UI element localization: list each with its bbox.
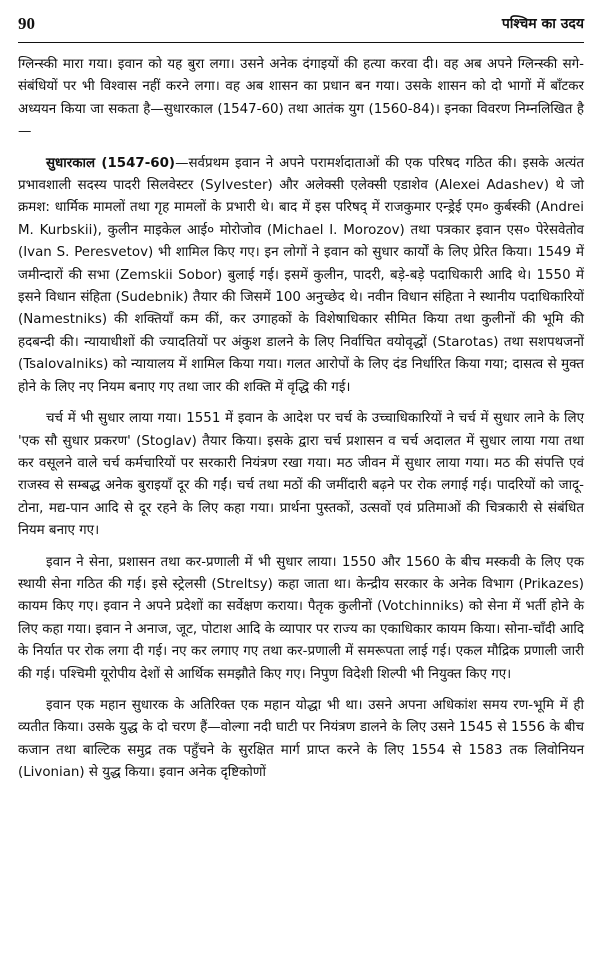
paragraph-4: इवान ने सेना, प्रशासन तथा कर-प्रणाली में भी सुधार लाया। 1550 और 1560 के बीच मस्कवी के लिए एक स्थायी सेना गठित की गई। इसे स्ट्रेलसी (Streltsy) कहा जाता था। केन्द्रीय सरकार के अनेक विभाग (Prikazes) कायम किए गए। इवान ने अपने प्रदेशों का सर्वेक्षण कराया। पैतृक कुलीनों (Votchinniks) को सेना में भर्ती होने के लिए कहा गया। इवान ने अनाज, जूट, पोटाश आदि के व्यापार पर राज्य का एकाधिकार कायम किया। सोना-चाँदी आदि के निर्यात पर रोक लगा दी गई। नए कर लगाए गए तथा कर-प्रणाली में समरूपता लाई गई। एकल मौद्रिक प्रणाली जारी की गई। पश्चिमी यूरोपीय देशों से आर्थिक समझौते किए गए। निपुण विदेशी शिल्पी भी नियुक्त किए गए। xyxy=(18,554,584,682)
paragraph-2-text: —सर्वप्रथम इवान ने अपने परामर्शदाताओं की एक परिषद गठित की। इसके अत्यंत प्रभावशाली सदस्य पादरी सिलवेस्टर (Sylvester) और अलेक्सी एलेक्सी एडाशेव (Alexei Adashev) थे जो क्रमश: धार्मिक मामलों तथा गृह मामलों के प्रभारी थे। बाद में इस परिषद् में राजकुमार एन्ड्रेई एम० कुर्बस्की (Andrei M. Kurbskii), कुलीन माइकेल आई० मोरोजोव (Michael I. Morozov) तथा पत्रकार इवान एस० पेरेसवेतोव (Ivan S. Peresvetov) भी शामिल किए गए। इन लोगों ने इवान को सुधार कार्यों के लिए प्रेरित किया। 1549 में जमीन्दारों की सभा (Zemskii Sobor) बुलाई गई। इसमें कुलीन, पादरी, बड़े-बड़े पदाधिकारी आदि थे। 1550 में इसने विधान संहिता (Sudebnik) तैयार की जिसमें 100 अनुच्छेद थे। नवीन विधान संहिता ने स्थानीय पदाधिकारियों (Namestniks) की शक्तियाँ कम कीं, कर उगाहकों के विशेषाधिकार सीमित किया तथा कुलीनों की भूमि की हदबन्दी की। न्यायाधीशों की ज्यादतियों पर अंकुश डालने के लिए निर्वाचित वयोवृद्धों (Starotas) तथा सशपथजनों (Tsalovalniks) को न्यायालय में शामिल किया गया। गलत आरोपों के लिए दंड निर्धारित किया गया; दासत्व से मुक्त होने के लिए नए नियम बनाए गए तथा जार की शक्ति में वृद्धि की गई। xyxy=(18,155,584,395)
paragraph-3: चर्च में भी सुधार लाया गया। 1551 में इवान के आदेश पर चर्च के उच्चाधिकारियों ने चर्च में सुधार लाने के लिए 'एक सौ सुधार प्रकरण' (Stoglav) तैयार किया। इसके द्वारा चर्च प्रशासन व चर्च अदालत में सुधार लाया गया तथा कर वसूलने वाले चर्च कर्मचारियों पर सरकारी नियंत्रण रखा गया। मठ जीवन में सुधार लाया गया। मठ की संपत्ति एवं राजस्व से सम्बद्ध अनेक बुराइयाँ दूर की गईं। चर्च तथा मठों की जमींदारी बढ़ने पर रोक लगाई गई। पादरियों को जादू-टोना, मद्य-पान आदि से दूर रहने के लिए कहा गया। प्रार्थना पुस्तकों, उत्सवों एवं प्रतिमाओं की चित्रकारी से संबंधित नियम बनाए गए। xyxy=(18,411,584,539)
page-header xyxy=(18,14,584,38)
header-rule xyxy=(18,42,584,43)
paragraph-5: इवान एक महान सुधारक के अतिरिक्त एक महान योद्धा भी था। उसने अपना अधिकांश समय रण-भूमि में ही व्यतीत किया। उसके युद्ध के दो चरण हैं—वोल्गा नदी घाटी पर नियंत्रण डालने के लिए उसने 1545 से 1556 के बीच कजान तथा बाल्टिक समुद्र तक पहुँचने के सुरक्षित मार्ग प्राप्त करने के लिए 1554 से 1583 तक लिवोनियन (Livonian) से युद्ध किया। इवान अनेक दृष्टिकोणों xyxy=(18,697,584,781)
page-number: 90 xyxy=(18,14,35,33)
page-body xyxy=(18,54,584,794)
paragraph-1: ग्लिन्स्की मारा गया। इवान को यह बुरा लगा। उसने अनेक दंगाइयों की हत्या करवा दी। वह अब अपने ग्लिन्स्की सगे-संबंधियों पर भी विश्वास नहीं करने लगा। वह अब शासन का प्रधान बन गया। उसके शासन को दो भागों में बाँटकर अध्ययन किया जा सकता है—सुधारकाल (1547-60) तथा आतंक युग (1560-84)। इनका विवरण निम्नलिखित है— xyxy=(18,57,584,140)
running-title: पश्चिम का उदय xyxy=(501,16,584,32)
paragraph-2 xyxy=(18,153,584,399)
section-heading-reform-period: सुधारकाल (1547-60) xyxy=(46,155,176,171)
